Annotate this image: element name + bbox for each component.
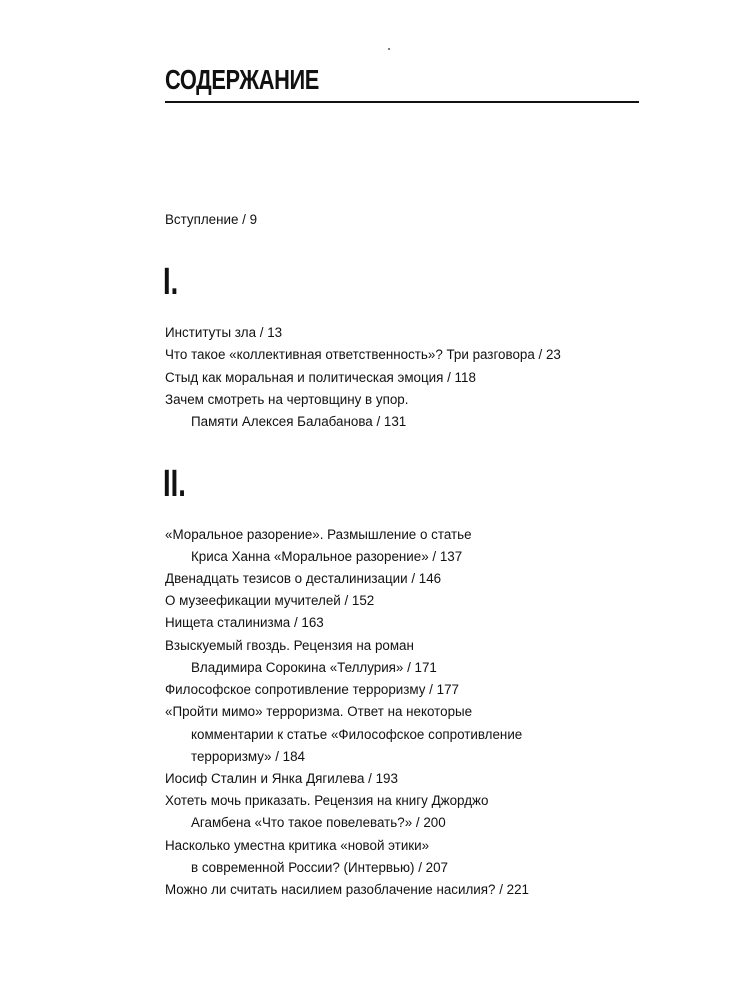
print-speck bbox=[388, 48, 390, 50]
toc-entry: Иосиф Сталин и Янка Дягилева / 193 bbox=[165, 771, 398, 786]
toc-entry-continuation: Криса Ханна «Моральное разорение» / 137 bbox=[191, 549, 463, 564]
toc-entry: О музеефикации мучителей / 152 bbox=[165, 593, 375, 608]
toc-entry-continuation: Агамбена «Что такое повелевать?» / 200 bbox=[191, 815, 446, 830]
toc-entry-continuation: терроризму» / 184 bbox=[191, 749, 305, 764]
toc-entry: Можно ли считать насилием разоблачение насилия? / 221 bbox=[165, 882, 529, 897]
section-numeral-1: I. bbox=[163, 261, 179, 303]
toc-entry-continuation: Памяти Алексея Балабанова / 131 bbox=[191, 414, 407, 429]
toc-entry-intro: Вступление / 9 bbox=[165, 212, 258, 227]
toc-entry: Насколько уместна критика «новой этики» bbox=[165, 838, 430, 853]
toc-entry: «Пройти мимо» терроризма. Ответ на некоторые bbox=[165, 704, 473, 719]
toc-entry: Нищета сталинизма / 163 bbox=[165, 615, 324, 630]
section-numeral-2: II. bbox=[163, 463, 186, 505]
toc-entry: Хотеть мочь приказать. Рецензия на книгу Джорджо bbox=[165, 793, 489, 808]
toc-entry: Взыскуемый гвоздь. Рецензия на роман bbox=[165, 638, 414, 653]
toc-entry-continuation: Владимира Сорокина «Теллурия» / 171 bbox=[191, 660, 437, 675]
toc-entry: Философское сопротивление терроризму / 177 bbox=[165, 682, 459, 697]
toc-entry: Что такое «коллективная ответственность»? Три разговора / 23 bbox=[165, 347, 561, 362]
title-underline bbox=[165, 101, 639, 103]
toc-entry-continuation: комментарии к статье «Философское сопротивление bbox=[191, 727, 523, 742]
toc-entry: Институты зла / 13 bbox=[165, 325, 283, 340]
toc-entry: Двенадцать тезисов о десталинизации / 146 bbox=[165, 571, 442, 586]
toc-entry: Зачем смотреть на чертовщину в упор. bbox=[165, 392, 409, 407]
toc-entry: Стыд как моральная и политическая эмоция / 118 bbox=[165, 370, 476, 385]
toc-entry-continuation: в современной России? (Интервью) / 207 bbox=[191, 860, 448, 875]
page-title: СОДЕРЖАНИЕ bbox=[165, 64, 319, 95]
toc-entry: «Моральное разорение». Размышление о статье bbox=[165, 527, 472, 542]
